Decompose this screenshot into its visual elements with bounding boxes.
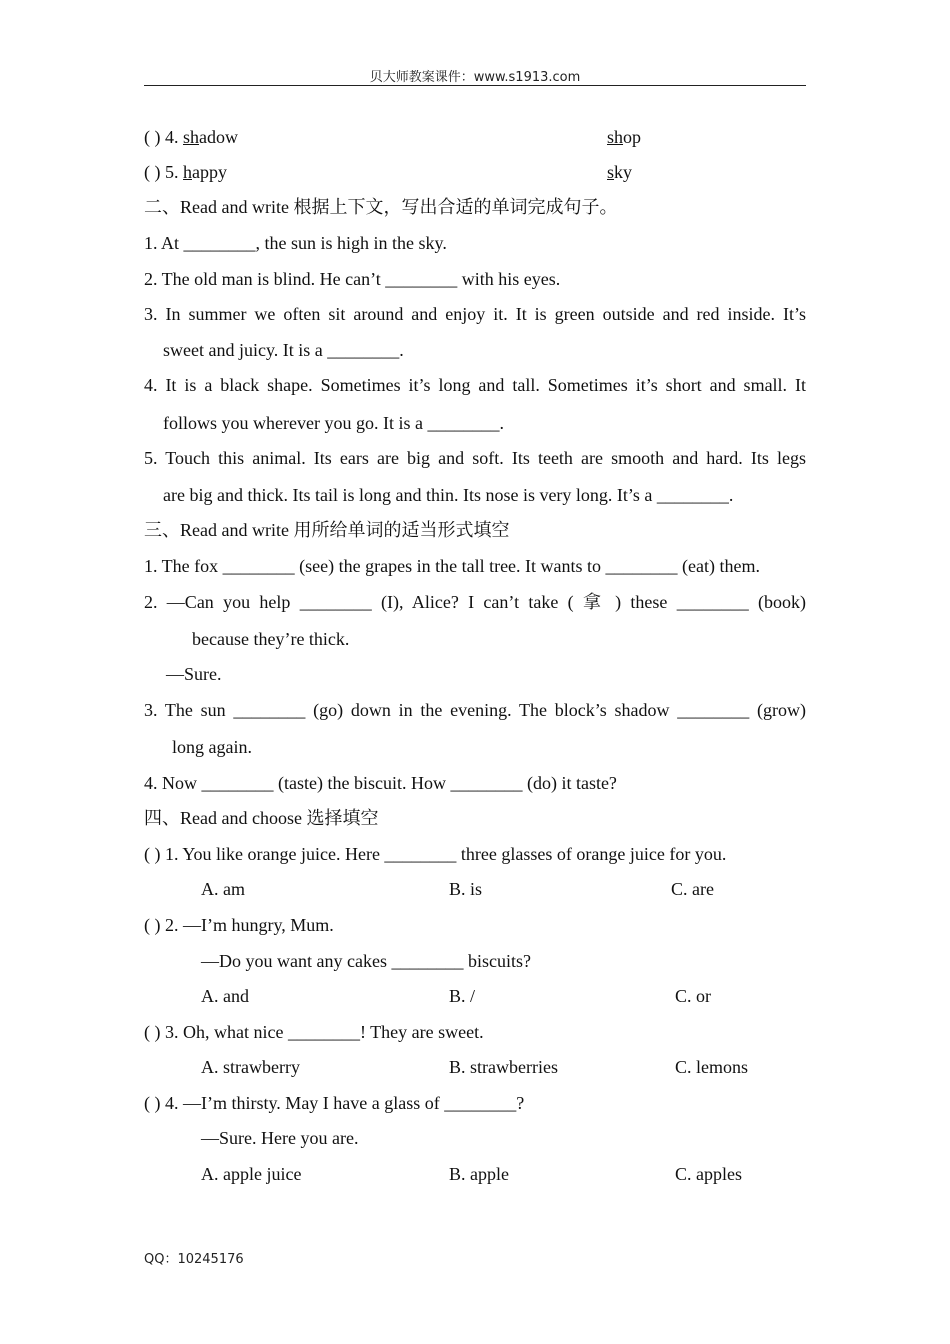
- s4-q2-option-b: B. /: [449, 986, 476, 1006]
- word-rest: op: [623, 127, 642, 147]
- s2-question-3-line2: sweet and juicy. It is a ________.: [163, 340, 404, 360]
- s2-question-4-line2: follows you wherever you go. It is a ________.: [163, 413, 504, 433]
- item-prefix: ( ) 5.: [144, 162, 183, 182]
- page-header: 贝大师教案课件：www.s1913.com: [369, 70, 581, 85]
- header-divider: [144, 85, 806, 86]
- s4-q3-option-c: C. lemons: [675, 1057, 749, 1077]
- underlined-letters: sh: [183, 127, 200, 147]
- word-rest: appy: [192, 162, 227, 182]
- underlined-letters: sh: [607, 127, 624, 147]
- s4-q3-option-a: A. strawberry: [201, 1057, 300, 1077]
- word-rest: ky: [614, 162, 633, 182]
- s3-question-1: 1. The fox ________ (see) the grapes in the tall tree. It wants to ________ (eat) them.: [144, 556, 760, 576]
- s4-q3-option-b: B. strawberries: [449, 1057, 558, 1077]
- page-footer: QQ：10245176: [144, 1252, 244, 1267]
- phonics-item-5: [144, 160, 806, 184]
- s3-question-4: 4. Now ________ (taste) the biscuit. How ________ (do) it taste?: [144, 773, 617, 793]
- phonics-compare-word-5: [607, 160, 632, 184]
- s3-question-3-line1: 3. The sun ________ (go) down in the evening. The block’s shadow ________ (grow): [144, 700, 806, 720]
- s4-question-1: ( ) 1. You like orange juice. Here ________ three glasses of orange juice for you.: [144, 844, 727, 864]
- s3-question-2-line2: because they’re thick.: [192, 629, 350, 649]
- underlined-letters: s: [607, 162, 615, 182]
- section-2-title: 二、Read and write 根据上下文，写出合适的单词完成句子。: [144, 197, 618, 217]
- item-prefix: ( ) 4.: [144, 127, 183, 147]
- s4-q4-option-c: C. apples: [675, 1164, 742, 1184]
- s4-question-2-line2: —Do you want any cakes ________ biscuits?: [201, 951, 531, 971]
- s4-q1-option-a: A. am: [201, 879, 245, 899]
- s2-question-5-line2: are big and thick. Its tail is long and thin. Its nose is very long. It’s a ________.: [163, 485, 734, 505]
- s4-q1-option-b: B. is: [449, 879, 483, 899]
- word-rest: adow: [199, 127, 239, 147]
- s4-q4-option-a: A. apple juice: [201, 1164, 302, 1184]
- s4-q2-option-a: A. and: [201, 986, 249, 1006]
- s4-q4-option-b: B. apple: [449, 1164, 509, 1184]
- s2-question-1: 1. At ________, the sun is high in the sky.: [144, 233, 447, 253]
- s4-question-3: ( ) 3. Oh, what nice ________! They are sweet.: [144, 1022, 484, 1042]
- s4-question-2: ( ) 2. —I’m hungry, Mum.: [144, 915, 334, 935]
- s4-question-4-line2: —Sure. Here you are.: [201, 1128, 359, 1148]
- underlined-letters: h: [183, 162, 192, 182]
- section-3-title: 三、Read and write 用所给单词的适当形式填空: [144, 520, 510, 540]
- s3-question-3-line2: long again.: [172, 737, 252, 757]
- s2-question-4-line1: 4. It is a black shape. Sometimes it’s long and tall. Sometimes it’s short and small. It: [144, 375, 806, 395]
- s2-question-2: 2. The old man is blind. He can’t ________ with his eyes.: [144, 269, 561, 289]
- s2-question-5-line1: 5. Touch this animal. Its ears are big and soft. Its teeth are smooth and hard. Its legs: [144, 448, 806, 468]
- s3-question-2-line1: 2. —Can you help ________ (I), Alice? I can’t take ( 拿 ) these ________ (book): [144, 592, 806, 612]
- s2-question-3-line1: 3. In summer we often sit around and enjoy it. It is green outside and red inside. It’s: [144, 304, 806, 324]
- s4-q1-option-c: C. are: [671, 879, 714, 899]
- phonics-compare-word-4: [607, 125, 641, 149]
- section-4-title: 四、Read and choose 选择填空: [144, 808, 379, 828]
- s4-question-4: ( ) 4. —I’m thirsty. May I have a glass of ________?: [144, 1093, 525, 1113]
- s4-q2-option-c: C. or: [675, 986, 711, 1006]
- s3-question-2-reply: —Sure.: [166, 664, 222, 684]
- phonics-item-4: [144, 125, 806, 149]
